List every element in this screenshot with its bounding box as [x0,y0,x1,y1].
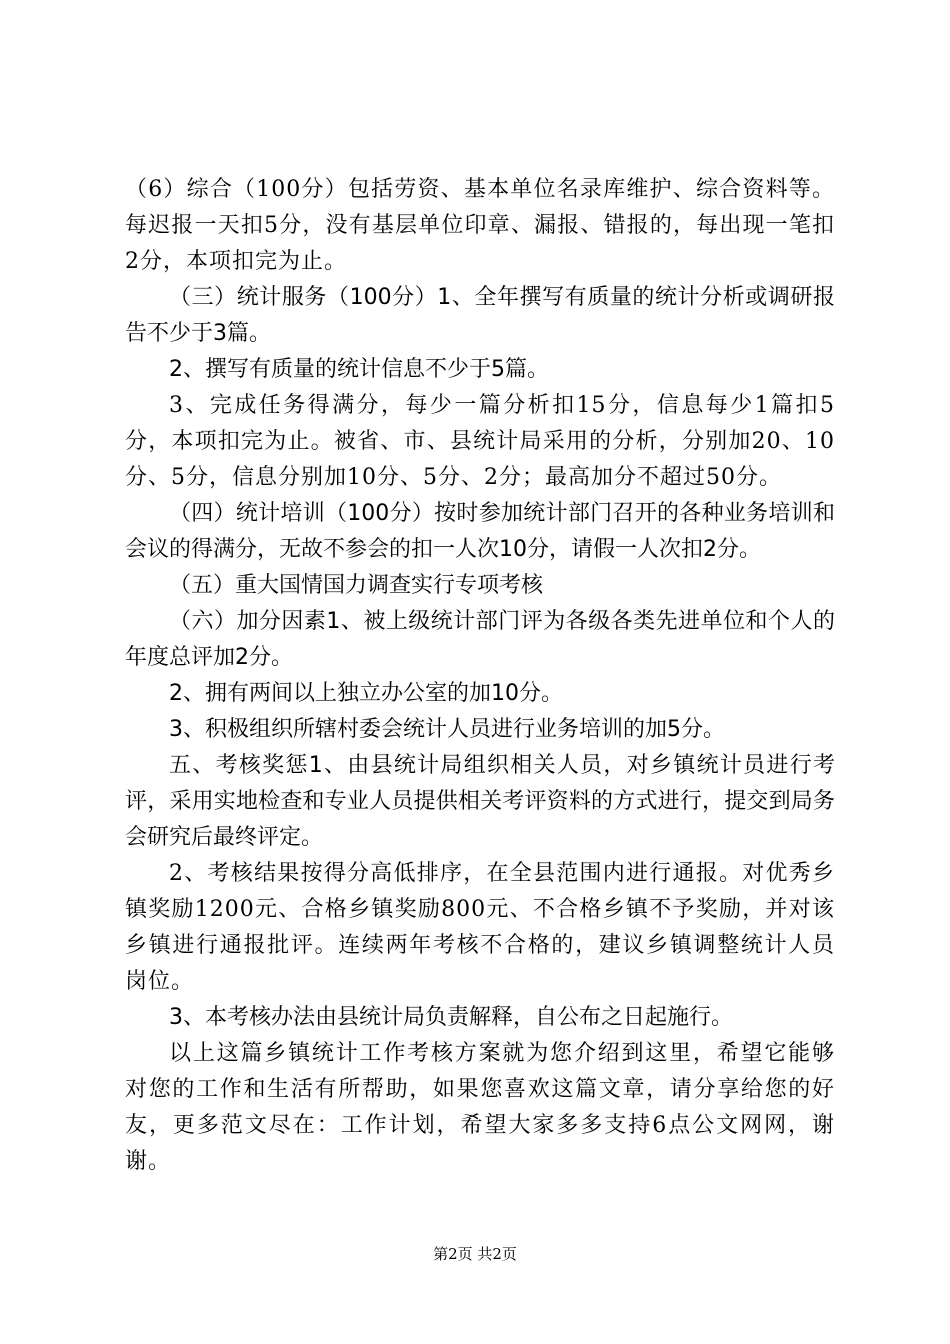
paragraph-ranking-results: 2、考核结果按得分高低排序，在全县范围内进行通报。对优秀乡镇奖励1200元、合格乡镇奖励800元、不合格乡镇不予奖励，并对该乡镇进行通报批评。连续两年考核不合格的，建议乡镇调整统计人员岗位。 [125,861,835,994]
paragraph-statistical-service: （三）统计服务（100分）1、全年撰写有质量的统计分析或调研报告不少于3篇。 [125,285,835,346]
paragraph-bonus-factors: （六）加分因素1、被上级统计部门评为各级各类先进单位和个人的年度总评加2分。 [125,609,835,670]
document-page [125,172,835,1180]
paragraph-interpretation: 3、本考核办法由县统计局负责解释，自公布之日起施行。 [169,1005,733,1030]
paragraph-national-survey: （五）重大国情国力调查实行专项考核 [169,573,544,598]
paragraph-training-bonus: 3、积极组织所辖村委会统计人员进行业务培训的加5分。 [169,717,725,742]
paragraph-closing: 以上这篇乡镇统计工作考核方案就为您介绍到这里，希望它能够对您的工作和生活有所帮助，如果您喜欢这篇文章，请分享给您的好友，更多范文尽在：工作计划，希望大家多多支持6点公文网网，谢谢。 [125,1041,835,1174]
paragraph-statistical-info: 2、撰写有质量的统计信息不少于5篇。 [169,357,549,382]
paragraph-comprehensive: （6）综合（100分）包括劳资、基本单位名录库维护、综合资料等。每迟报一天扣5分，没有基层单位印章、漏报、错报的，每出现一笔扣2分，本项扣完为止。 [125,177,835,274]
paragraph-rewards-penalties: 五、考核奖惩1、由县统计局组织相关人员，对乡镇统计员进行考评，采用实地检查和专业人员提供相关考评资料的方式进行，提交到局务会研究后最终评定。 [125,753,835,850]
paragraph-office-bonus: 2、拥有两间以上独立办公室的加10分。 [169,681,563,706]
paragraph-task-scoring: 3、完成任务得满分，每少一篇分析扣15分，信息每少1篇扣5分，本项扣完为止。被省、市、县统计局采用的分析，分别加20、10分、5分，信息分别加10分、5分、2分；最高加分不超过50分。 [125,393,835,490]
paragraph-statistical-training: （四）统计培训（100分）按时参加统计部门召开的各种业务培训和会议的得满分，无故不参会的扣一人次10分，请假一人次扣2分。 [125,501,835,562]
page-footer: 第2页 共2页 [433,1245,517,1263]
